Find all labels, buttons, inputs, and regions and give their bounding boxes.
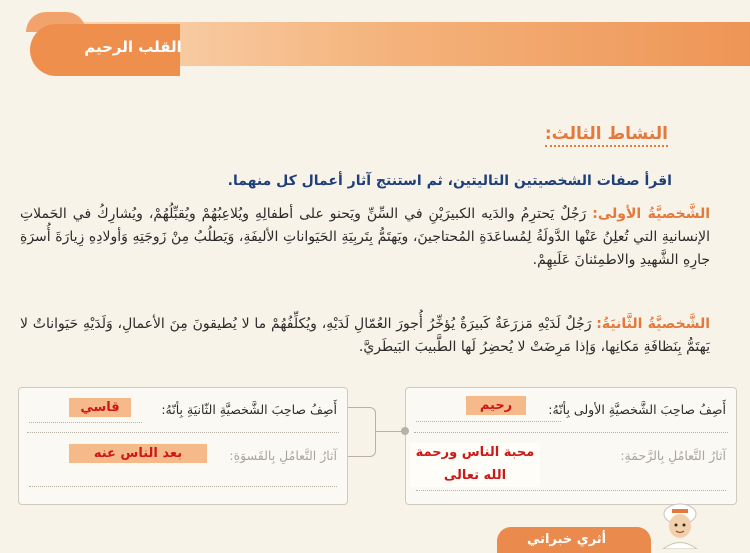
- answer-line: [416, 421, 561, 422]
- answer-line: [29, 486, 337, 487]
- person1-label: الشَّخصيَّةُ الأولى:: [592, 206, 711, 222]
- person1-paragraph: [20, 203, 710, 272]
- person2-describe-prompt: أَصِفُ صاحِبَ الشَّخصيَّةِ الثّانيَةِ بِأنّهُ:: [161, 402, 337, 417]
- person2-effects-prompt: آثارُ التَّعامُلِ بِالقَسوَةِ:: [229, 448, 337, 463]
- person1-effects-answer[interactable]: [410, 443, 540, 487]
- student-character-icon: [655, 498, 705, 549]
- answer-line: [416, 490, 726, 491]
- person1-text: رَجُلٌ يَحترِمُ والدَيه الكبيرَيْنِ في السِّنِّ ويَحنو على أطفالِهِ ويُلاعِبُهُمْ ويُقبِّلُهُمْ، ويُشارِكُ في الحَملاتِ الإنسانيةِ التي تُعلِنُ عَنْها الدَّولَةُ لِمُساعَدَةِ المُحتاجينَ، ويَهتَمُّ بِتَربِيَةِ الحَيَواناتِ الأليفَةِ، وَيَطلُبُ مِنْ زَوجَتِهِ وَأولادِهِ زِيارَةَ أُسرَةِ جارِهِ الشَّهيدِ والاطمِئنانَ عَلَيهِمْ.: [20, 206, 710, 268]
- person2-paragraph: [20, 313, 710, 359]
- person2-label: الشَّخصيَّةُ الثَّانيَةُ:: [596, 316, 710, 332]
- person1-effects-answer-line2: الله تعالى: [443, 468, 507, 483]
- box-divider: [414, 432, 728, 433]
- person1-answer-box: [405, 387, 737, 505]
- person1-describe-answer[interactable]: رحيم: [466, 396, 526, 415]
- box-divider: [27, 432, 339, 433]
- person2-answer-box: [18, 387, 348, 505]
- enrichment-tab-label: أثري خبراتي: [527, 532, 607, 547]
- person1-effects-prompt: آثارُ التَّعامُلِ بِالرَّحمَةِ:: [620, 448, 726, 463]
- person1-describe-prompt: أَصِفُ صاحِبَ الشَّخصيَّةِ الأولى بِأنّهُ:: [548, 402, 726, 417]
- person1-effects-answer-line1: محبة الناس ورحمة: [415, 445, 535, 460]
- answer-line: [29, 422, 142, 423]
- person2-text: رَجُلٌ لَدَيْهِ مَزرَعَةٌ كَبيرَةٌ يُؤخِّرُ أُجورَ العُمّالِ لَدَيْهِ، ويُكلِّفُهُمْ ما لا يُطيقونَ مِنَ الأعمالِ، وَلَدَيْهِ حَيَواناتٌ لا يَهتَمُّ بِنَظافَةِ مَكانِها، وَإذا مَرِضَتْ لا يُحضِرُ لَها الطَّبيبَ البَيطَريَّ.: [20, 316, 710, 355]
- person2-describe-answer[interactable]: قاسي: [69, 398, 131, 417]
- lesson-title: القلب الرحيم: [84, 38, 182, 56]
- connector-bracket: [345, 407, 376, 457]
- activity-title: النشاط الثالث:: [545, 124, 668, 147]
- connector-dot: [401, 427, 409, 435]
- activity-instruction: اقرأ صفات الشخصيتين التاليتين، ثم استنتج آثار أعمال كل منهما.: [227, 173, 672, 189]
- person2-effects-answer[interactable]: بعد الناس عنه: [69, 444, 207, 463]
